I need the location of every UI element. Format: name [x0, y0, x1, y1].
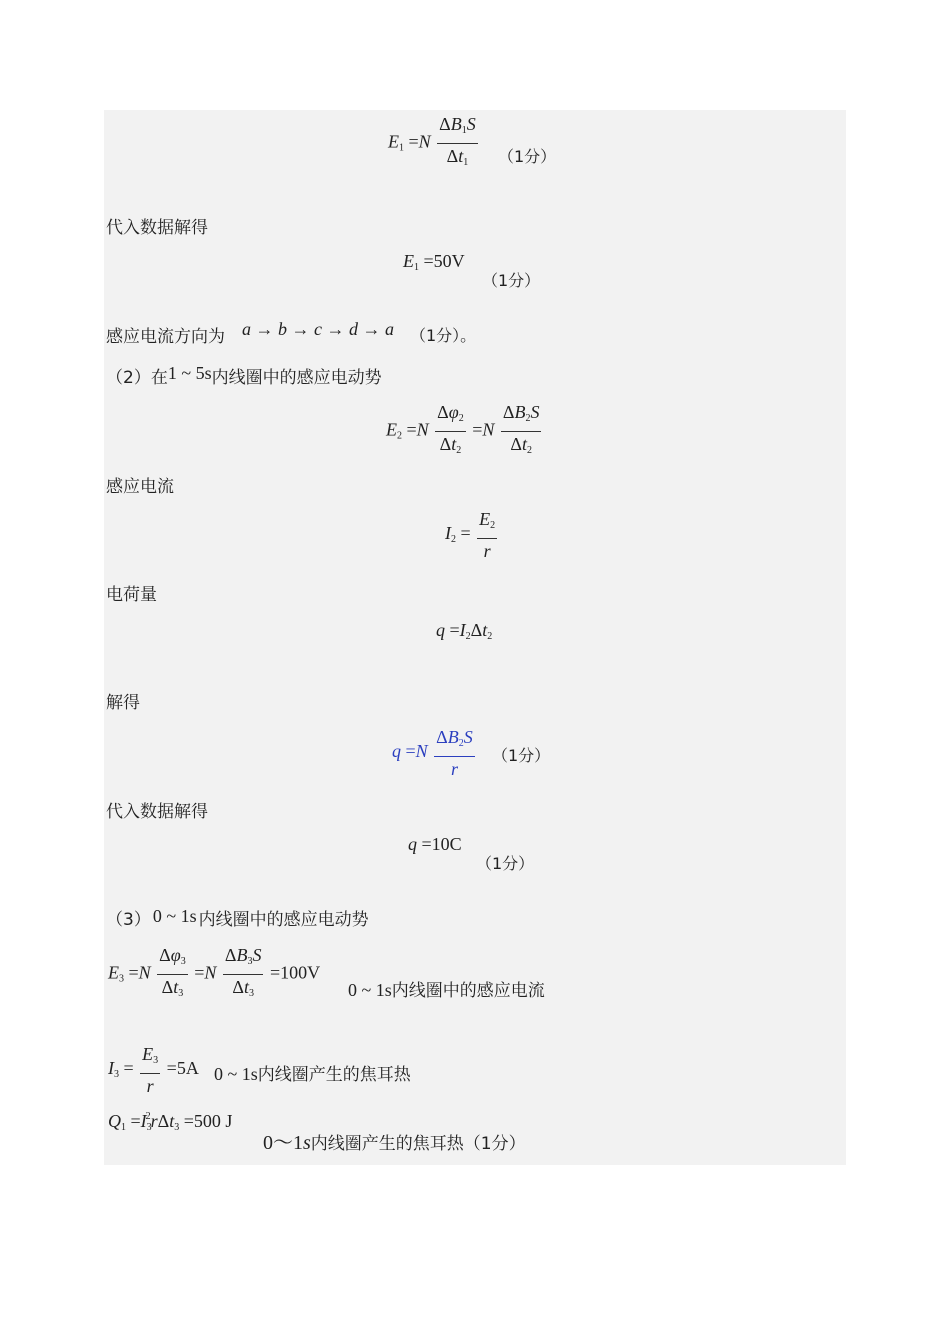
fraction: $\frac{\Delta B_2S}{\Delta t_2}$	[502, 402, 540, 456]
text-current-direction: 感应电流方向为	[106, 327, 225, 347]
direction-path: a → b → c → d → a	[242, 319, 394, 339]
part2-heading: （2）在1 ~ 5s内线圈中的感应电动势	[106, 363, 382, 388]
fraction: $\frac{\Delta B_1S}{\Delta t_1}$	[439, 114, 476, 168]
fraction: $\frac{\Delta B_2S}{r}$	[436, 727, 473, 779]
text-substitute: 代入数据解得	[106, 218, 208, 238]
fraction: $\frac{\Delta\varphi_2}{\Delta t_2}$	[437, 402, 464, 456]
text-solve: 解得	[106, 693, 140, 713]
equation-e2: $E_2 =N$ $\frac{\Delta\varphi_2}{\Delta t_2}$ =N $\frac{\Delta B_2S}{\Delta t_2}$	[386, 400, 543, 463]
score-label: （1分）	[476, 854, 535, 873]
fraction: $\frac{E_3}{r}$	[142, 1044, 159, 1096]
score-label: （1分）	[492, 746, 551, 765]
caption-joule-heat: 0 ~ 1s内线圈产生的焦耳热	[214, 1064, 411, 1085]
fraction: $\frac{E_2}{r}$	[479, 509, 496, 561]
fraction: $\frac{\Delta B_3S}{\Delta t_3}$	[224, 945, 262, 999]
part3-heading: （3） 0 ~ 1s 内线圈中的感应电动势	[106, 906, 369, 930]
equation-i3: $I_3$ = $\frac{E_3}{r}$ =5A	[108, 1044, 199, 1096]
equation-q: $q =I_2\Delta t_2$	[436, 620, 493, 642]
equation-e1: $E_1 =N$ $\frac{\Delta B_1S}{\Delta t_1}$	[388, 112, 480, 175]
score-label: （1分）。	[410, 326, 477, 345]
equation-e1-value: $E_1 =50V$	[403, 251, 465, 273]
text-charge: 电荷量	[106, 585, 157, 605]
text-induced-current: 感应电流	[106, 477, 174, 497]
equation-e3: $E_3 =N$ $\frac{\Delta\varphi_3}{\Delta t_3}$ =N $\frac{\Delta B_3S}{\Delta t_3}$ =100V	[108, 943, 320, 1006]
caption-induced-current: 0 ~ 1s内线圈中的感应电流	[348, 980, 545, 1001]
text-substitute: 代入数据解得	[106, 802, 208, 822]
equation-q-result: q =N $\frac{\Delta B_2S}{r}$	[392, 727, 473, 779]
score-label: （1分）	[498, 147, 557, 166]
equation-q1: $Q_1 =I_3^2r\Delta t_3 =500$ J	[108, 1111, 233, 1133]
caption-joule-heat-score: 0～1s内线圈产生的焦耳热（1分）	[263, 1132, 526, 1154]
fraction: $\frac{\Delta\varphi_3}{\Delta t_3}$	[159, 945, 186, 999]
score-label: （1分）	[482, 271, 541, 290]
equation-i2: $I_2$ = $\frac{E_2}{r}$	[445, 509, 496, 561]
equation-q-value: q =10C	[408, 834, 462, 854]
